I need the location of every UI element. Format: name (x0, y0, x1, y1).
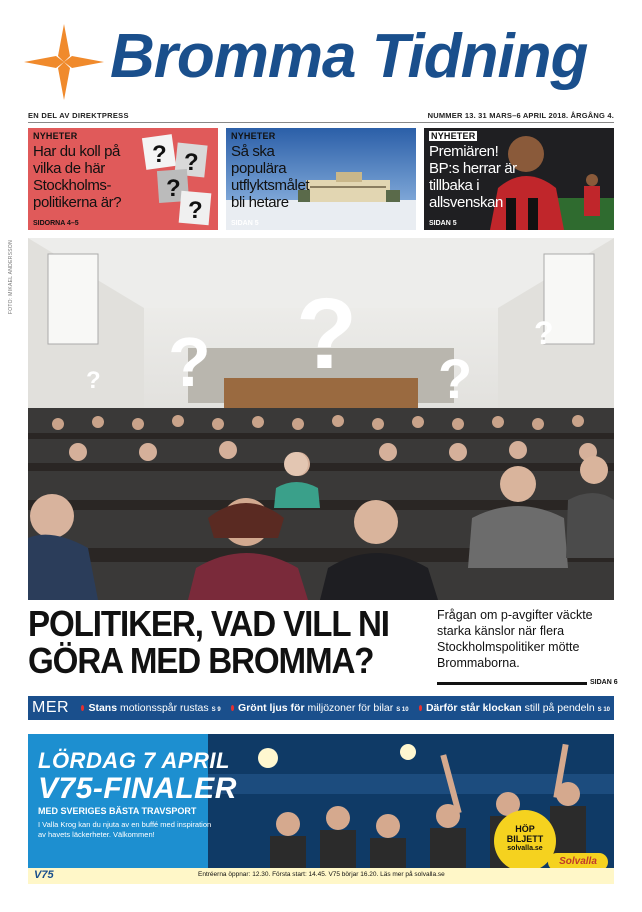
more-item-text: miljözoner för bilar (304, 702, 394, 714)
more-strip (28, 696, 614, 720)
logo-star-icon (22, 22, 106, 102)
badge-line: BILJETT (506, 834, 544, 844)
teaser-headline: Så ska populära utflyktsmålet bli hetare (231, 143, 310, 211)
more-item-text: still på pendeln (521, 702, 595, 714)
svg-text:?: ? (534, 315, 554, 351)
svg-text:?: ? (438, 347, 473, 410)
bullet-icon (419, 705, 422, 711)
more-item-bold: Stans (88, 702, 118, 714)
solvalla-advertisement[interactable] (28, 734, 614, 884)
teaser-category: NYHETER (431, 131, 476, 141)
teaser-headline: Premiären! BP:s herrar är tillbaka i allsvenskan (429, 143, 517, 211)
auditorium-photo (28, 238, 614, 600)
badge-line: HÖP (515, 824, 535, 834)
teaser-football[interactable] (424, 128, 614, 230)
issue-line: NUMMER 13. 31 MARS–6 APRIL 2018. ÅRGÅNG 4. (427, 111, 614, 120)
more-item-page: S 9 (211, 707, 221, 713)
teaser-excursion[interactable] (226, 128, 416, 230)
deck-rule (437, 682, 587, 685)
teaser-politicians[interactable] (28, 128, 218, 230)
more-item-bold: Därför står klockan (425, 702, 522, 714)
svg-text:?: ? (152, 141, 167, 168)
lead-page: SIDAN 6 (590, 679, 618, 686)
solvalla-logo: Solvalla (548, 853, 608, 871)
masthead-divider (28, 122, 614, 123)
lead-headline: POLITIKER, VAD VILL NI GÖRA MED BROMMA? (28, 603, 389, 681)
ad-subtitle: MED SVERIGES BÄSTA TRAVSPORT (38, 806, 197, 816)
svg-text:?: ? (168, 323, 211, 401)
teaser-category: NYHETER (33, 131, 78, 141)
masthead-title: Bromma Tidning (110, 22, 588, 91)
more-item-page: S 10 (597, 707, 610, 713)
more-item-text: motionsspår rustas (117, 702, 209, 714)
teaser-page: SIDORNA 4–5 (33, 220, 79, 227)
teaser-headline: Har du koll på vilka de här Stockholms-politikerna är? (33, 143, 122, 211)
photo-credit: FOTO: MIKAEL ANDERSSON (8, 240, 14, 315)
svg-text:?: ? (296, 278, 358, 390)
more-label: MER (32, 699, 70, 716)
more-item[interactable] (88, 702, 224, 714)
more-item[interactable] (426, 702, 614, 714)
badge-line: solvalla.se (507, 845, 543, 852)
lead-deck: Frågan om p-avgifter väckte starka känslor när flera Stockholmspolitiker mötte Brommaborna. (437, 608, 593, 670)
svg-text:?: ? (184, 149, 199, 176)
svg-text:?: ? (86, 367, 101, 394)
bullet-icon (231, 705, 234, 711)
question-cards-illustration (136, 132, 216, 228)
masthead-tagline: EN DEL AV DIREKTPRESS (28, 111, 129, 120)
svg-text:?: ? (188, 197, 203, 224)
teaser-page: SIDAN 5 (231, 220, 259, 227)
teaser-page: SIDAN 5 (429, 220, 457, 227)
v75-logo: V75 (34, 869, 54, 881)
ad-title: V75-FINALER (38, 772, 237, 805)
teaser-category: NYHETER (231, 131, 276, 141)
more-item-bold: Grönt ljus för (238, 702, 305, 714)
ad-body: I Valla Krog kan du njuta av en buffé med inspiration av havets läckerheter. Välkommen! (38, 820, 212, 839)
ad-bar-text: Entréerna öppnar: 12.30. Första start: 14.45. V75 börjar 16.20. Läs mer på solvalla.se (198, 871, 445, 878)
ticket-badge[interactable] (494, 810, 556, 872)
more-item[interactable] (238, 702, 413, 714)
ad-date: LÖRDAG 7 APRIL (38, 748, 230, 773)
ad-info-bar (28, 868, 614, 884)
bullet-icon (81, 705, 84, 711)
more-item-page: S 10 (396, 707, 409, 713)
svg-text:?: ? (166, 175, 181, 202)
